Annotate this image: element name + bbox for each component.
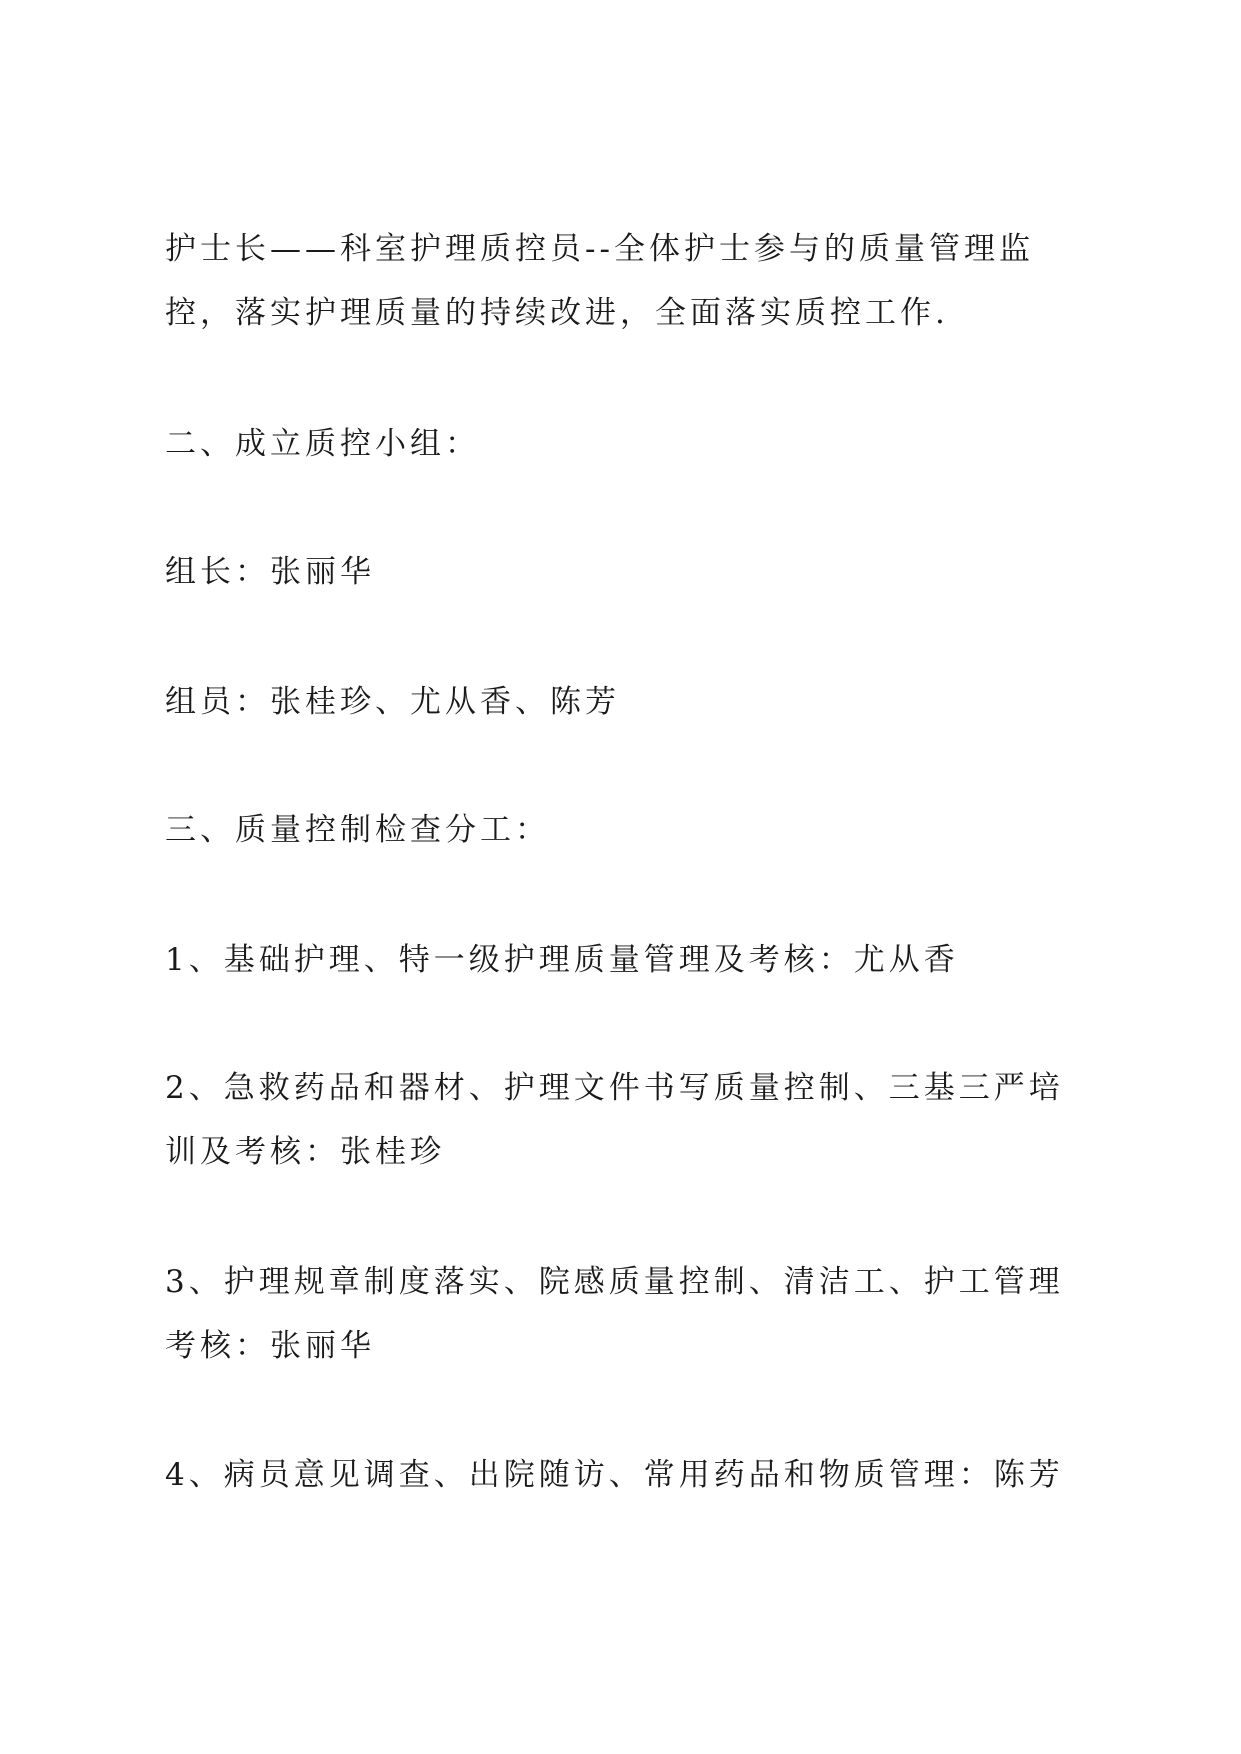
list-item-3: 3、护理规章制度落实、院感质量控制、清洁工、护工管理考核：张丽华 xyxy=(165,1264,1064,1364)
list-item-1: 1、基础护理、特一级护理质量管理及考核：尤从香 xyxy=(165,942,959,978)
heading-section-three: 三、质量控制检查分工： xyxy=(165,812,550,848)
paragraph-quality-control-chain: 护士长——科室护理质控员--全体护士参与的质量管理监控，落实护理质量的持续改进，全面落实质控工作. xyxy=(165,231,1034,331)
list-item-2: 2、急救药品和器材、护理文件书写质量控制、三基三严培训及考核：张桂珍 xyxy=(165,1070,1064,1170)
list-item-4: 4、病员意见调查、出院随访、常用药品和物质管理：陈芳 xyxy=(165,1457,1064,1493)
paragraph-team-members: 组员：张桂珍、尤从香、陈芳 xyxy=(165,684,620,720)
paragraph-team-leader: 组长：张丽华 xyxy=(165,554,375,590)
heading-section-two: 二、成立质控小组： xyxy=(165,426,480,462)
